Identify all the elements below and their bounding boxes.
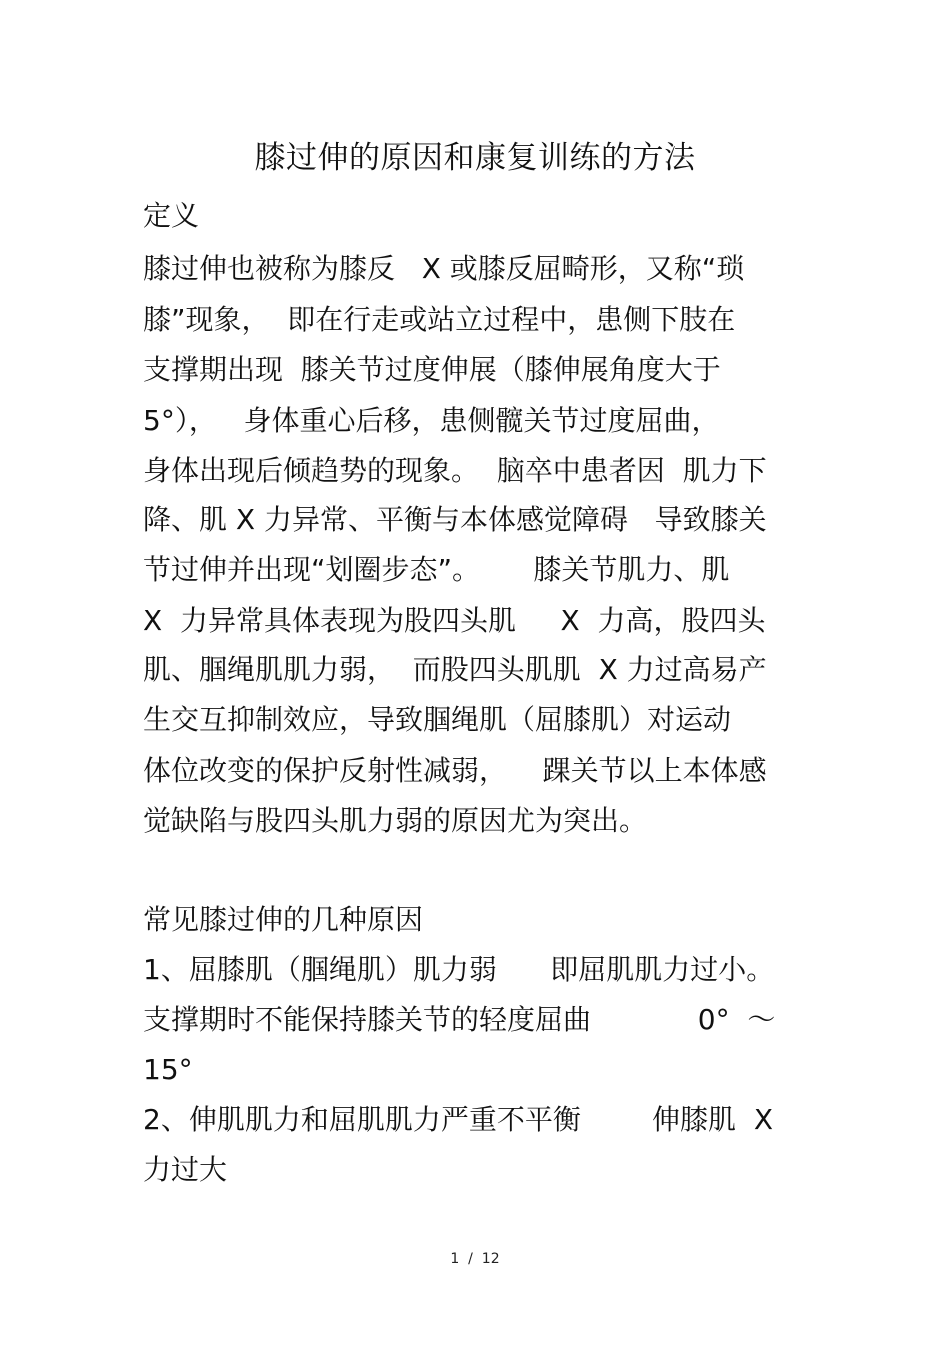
paragraph-line: 节过伸并出现“划圈步态”。 膝关节肌力、肌 — [143, 553, 730, 586]
list-item-line: 力过大 — [143, 1153, 228, 1186]
list-item-line: 1、屈膝肌（腘绳肌）肌力弱 即屈肌肌力过小。 — [143, 953, 775, 986]
paragraph-line: 肌、腘绳肌肌力弱， 而股四头肌肌 X 力过高易产 — [143, 653, 767, 686]
section-heading-causes: 常见膝过伸的几种原因 — [143, 903, 424, 936]
section-heading-definition: 定义 — [143, 199, 200, 232]
list-item-line: 2、伸肌肌力和屈肌肌力严重不平衡 伸膝肌 X — [143, 1103, 774, 1136]
paragraph-line: 降、肌 X 力异常、平衡与本体感觉障碍 导致膝关 — [143, 503, 767, 536]
list-item-line: 15° — [143, 1053, 193, 1086]
list-item-line: 支撑期时不能保持膝关节的轻度屈曲 0° ～ — [143, 1003, 776, 1036]
paragraph-line: 觉缺陷与股四头肌力弱的原因尤为突出。 — [143, 804, 648, 837]
paragraph-line: X 力异常具体表现为股四头肌 X 力高，股四头 — [143, 604, 766, 637]
paragraph-line: 生交互抑制效应，导致腘绳肌（屈膝肌）对运动 — [143, 703, 732, 736]
document-title: 膝过伸的原因和康复训练的方法 — [254, 140, 696, 176]
paragraph-line: 体位改变的保护反射性减弱， 踝关节以上本体感 — [143, 754, 767, 787]
paragraph-line: 5°）， 身体重心后移，患侧髋关节过度屈曲， — [143, 404, 720, 437]
paragraph-line: 身体出现后倾趋势的现象。 脑卒中患者因 肌力下 — [143, 454, 767, 487]
paragraph-line: 膝”现象， 即在行走或站立过程中，患侧下肢在 — [143, 303, 736, 336]
page-number: 1 / 12 — [450, 1251, 500, 1267]
paragraph-line: 支撑期出现 膝关节过度伸展（膝伸展角度大于 — [143, 353, 721, 386]
paragraph-line: 膝过伸也被称为膝反 X 或膝反屈畸形，又称“琐 — [143, 252, 745, 285]
